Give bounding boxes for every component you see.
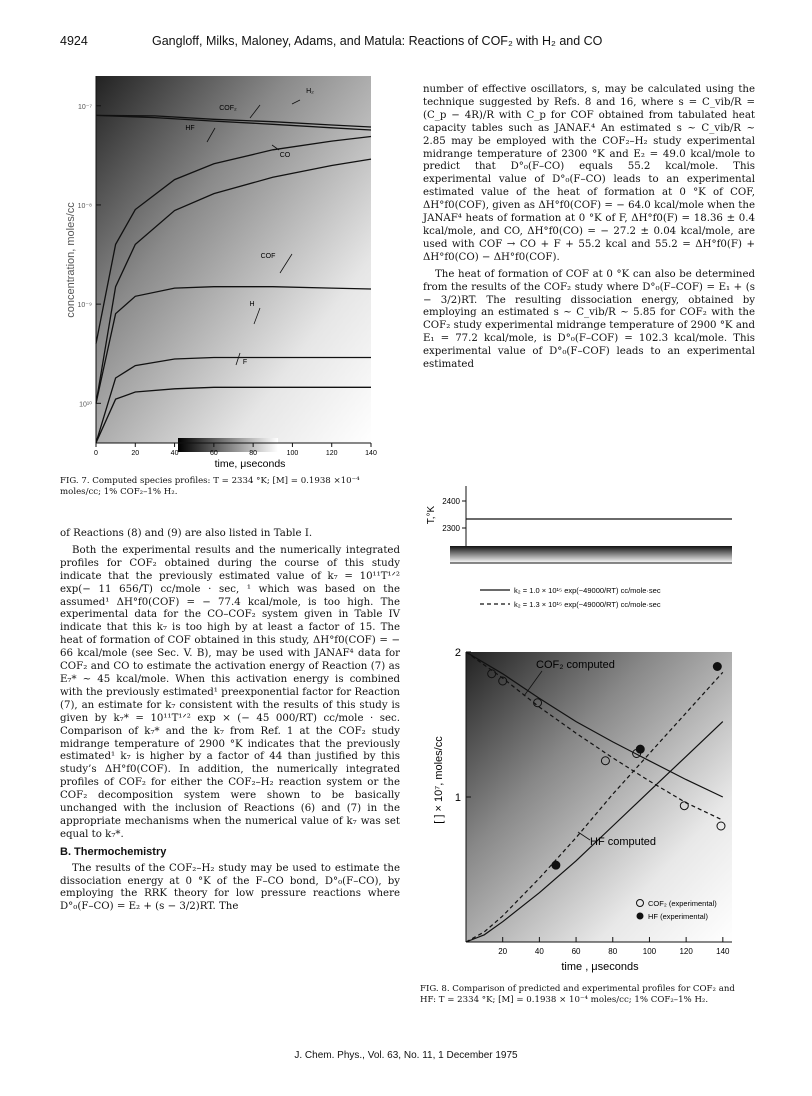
legend-filled-circle	[637, 913, 644, 920]
figure-7-curve-label-cof: COF	[260, 253, 276, 260]
t-axis-label: T,°K	[426, 505, 437, 525]
figure-7-y-tick-label: 10¹⁰	[79, 401, 92, 409]
figure-7-x-tick-label: 120	[325, 450, 338, 457]
figure-7-caption: FIG. 7. Computed species profiles: T = 2334 °K; [M] = 0.1938 ×10⁻⁴ moles/cc; 1% COF₂–1% H₂.	[60, 476, 360, 497]
figure-7-x-tick-label: 140	[365, 450, 377, 457]
legend-open-text: COF₂ (experimental)	[648, 899, 717, 908]
legend-solid-text: k₂ = 1.0 × 10¹⁵ exp(−49000/RT) cc/mole·sec	[514, 586, 661, 595]
figure-7-y-tick-label: 10⁻⁹	[77, 302, 92, 310]
figure-7-x-tick-label: 80	[249, 450, 258, 457]
hf-experimental-point	[713, 663, 721, 671]
figure-8-x-tick-label: 140	[716, 947, 730, 956]
label-hf-computed: HF computed	[590, 836, 657, 848]
page-footer: J. Chem. Phys., Vol. 63, No. 11, 1 December 1975	[294, 1050, 518, 1061]
running-title: Gangloff, Milks, Maloney, Adams, and Matula: Reactions of COF₂ with H₂ and CO	[152, 34, 603, 48]
hf-experimental-point	[636, 745, 644, 753]
legend-dashed-text: k₂ = 1.3 × 10¹⁵ exp(−49000/RT) cc/mole·sec	[514, 600, 661, 609]
figure-8-x-tick-label: 40	[534, 947, 544, 956]
figure-7-x-tick-label: 40	[170, 450, 179, 457]
figure-7-y-tick-label: 10⁻⁸	[77, 202, 92, 210]
right-paragraph-2: The heat of formation of COF at 0 °K can also be determined from the results of the COF₂ study where D°₀(F–COF) = E₁ + (s − 3/2)RT. The resulting dissociation energy, obtained by employing an estimated s ~ C_vib/R ~ 5.85 for COF₂ with the COF₂ study experimental midrange temperature of 2900 °K and E₁ = 77.2 kcal/mole, is D°₀(F–COF) = 102.3 kcal/mole. This experimental value of D°₀(F–COF) leads to an experimental estimated	[423, 268, 755, 371]
figure-8-caption: FIG. 8. Comparison of predicted and experimental profiles for COF₂ and HF: T = 2334 °K; [M] = 0.1938 × 10⁻⁴ moles/cc; 1% COF₂–1% H₂.	[420, 984, 735, 1005]
figure-7-axis-band	[178, 438, 278, 452]
figure-7-x-label: time, μseconds	[214, 458, 286, 470]
figure-7-y-label: concentration, moles/cc	[65, 202, 77, 318]
t-panel-band	[450, 546, 732, 563]
figure-8-y-tick-label: 1	[454, 792, 461, 804]
right-column	[423, 84, 755, 376]
left-paragraph-1: of Reactions (8) and (9) are also listed in Table I.	[60, 528, 313, 539]
figure-7-curve-label-f: F	[242, 359, 248, 366]
figure-7-x-tick-label: 20	[131, 450, 140, 457]
hf-experimental-point	[552, 861, 560, 869]
left-paragraph-3: The results of the COF₂–H₂ study may be used to estimate the dissociation energy at 0 °K of the F–CO bond, D°₀(F–CO), by employing the RRK theory for low pressure reactions where D°₀(F–CO) = E₂ + (s − 3/2)RT. The	[60, 862, 400, 913]
figure-8-x-tick-label: 100	[642, 947, 657, 956]
page-number: 4924	[60, 34, 88, 48]
figure-8-x-tick-label: 60	[571, 947, 581, 956]
figure-7-curve-label-hf: HF	[185, 125, 195, 132]
figure-8-chart	[420, 480, 740, 980]
figure-7-y-tick-label: 10⁻⁷	[77, 103, 92, 111]
figure-7-plot-background	[96, 76, 371, 443]
figure-8-x-tick-label: 20	[498, 947, 508, 956]
figure-7-curve-label-cof: COF₂	[219, 105, 237, 112]
figure-7-curve-label-h: H	[249, 301, 255, 308]
figure-7-curve-label-co: CO	[279, 152, 291, 159]
t-tick-label-2300: 2300	[442, 524, 460, 533]
figure-7-x-tick-label: 0	[94, 450, 98, 457]
left-paragraph-2: Both the experimental results and the numerically integrated profiles for COF₂ obtained during the course of this study indicate that the previously estimated value of k₇ = 10¹¹T¹ᐟ² exp(− 11 656/T) cc/mole · sec, ¹ which was based on the assumed¹ ΔH°f0(COF) = − 77.4 kcal/mole, is too high. The experimental data for the CO–COF₂ system given in Table IV indicate that this k₇ is too high by at least a factor of 15. The heat of formation of COF obtained in this study, ΔH°f0(COF) = − 66 kcal/mole (see Sec. V. B), may be used with JANAF⁴ data for COF₂ and CO to estimate the activation energy of Reaction (7) as E₇* ~ 45 kcal/mole. When this activation energy is combined with the previously estimated¹ preexponential factor for Reaction (7), an estimate for k₇ consistent with the results of this study is given by k₇* = 10¹¹T¹ᐟ² exp × (− 45 000/RT) cc/mole · sec. Comparison of k₇* and the k₇ from Ref. 1 at the COF₂ study midrange temperature of 2900 °K indicates that the previously estimated¹ k₇ is higher by a factor of 44 than justified by this study’s ΔH°f0(COF). In addition, the numerically integrated profiles of COF₂ for either the COF₂–H₂ reaction system or the COF₂ decomposition system were shown to be basically unchanged with the inclusion of Reactions (6) and (7) in the appropriate mechanisms when the numerical value of k₇ was set equal to k₇*.	[60, 544, 400, 840]
left-column	[60, 528, 400, 918]
figure-7-curve-label-h: H₂	[306, 88, 314, 95]
legend-filled-text: HF (experimental)	[648, 912, 709, 921]
figure-7-x-tick-label: 60	[209, 450, 218, 457]
t-tick-label-2400: 2400	[442, 497, 460, 506]
figure-8-x-label: time , μseconds	[561, 961, 639, 973]
figure-8-y-label: [ ] × 10⁷, moles/cc	[433, 736, 445, 824]
right-paragraph-1: number of effective oscillators, s, may be calculated using the technique suggested by Refs. 8 and 16, where s = C_vib/R = (C_p − 4R)/R with C_p for COF obtained from tabulated heat capacity tables such as JANAF.⁴ An estimated s ~ C_vib/R ~ 2.85 may be employed with the COF₂–H₂ study experimental midrange temperature of 2300 °K and E₂ = 49.0 kcal/mole to predict that D°₀(F–CO) equals 55.2 kcal/mole. This experimental value of D°₀(F–CO) leads to an experimental estimated value of the heat of formation at 0 °K of COF, ΔH°f0(COF), given as ΔH°f0(COF) = − 64.0 kcal/mole when the JANAF⁴ heats of formation at 0 °K of F, ΔH°f0(F) = 18.36 ± 0.4 kcal/mole, and CO, ΔH°f0(CO) = − 27.2 ± 0.04 kcal/mole, are used with COF → CO + F + 55.2 kcal and 55.2 = ΔH°f0(F) + ΔH°f0(CO) − ΔH°f0(COF).	[423, 84, 755, 263]
figure-8-y-tick-label: 2	[454, 647, 461, 659]
figure-8-x-tick-label: 80	[608, 947, 618, 956]
label-cof2-computed: COF₂ computed	[536, 659, 615, 671]
section-heading-thermochemistry: B. Thermochemistry	[60, 845, 167, 858]
figure-7-x-tick-label: 100	[286, 450, 299, 457]
figure-7-chart	[60, 70, 390, 472]
figure-8-x-tick-label: 120	[679, 947, 693, 956]
